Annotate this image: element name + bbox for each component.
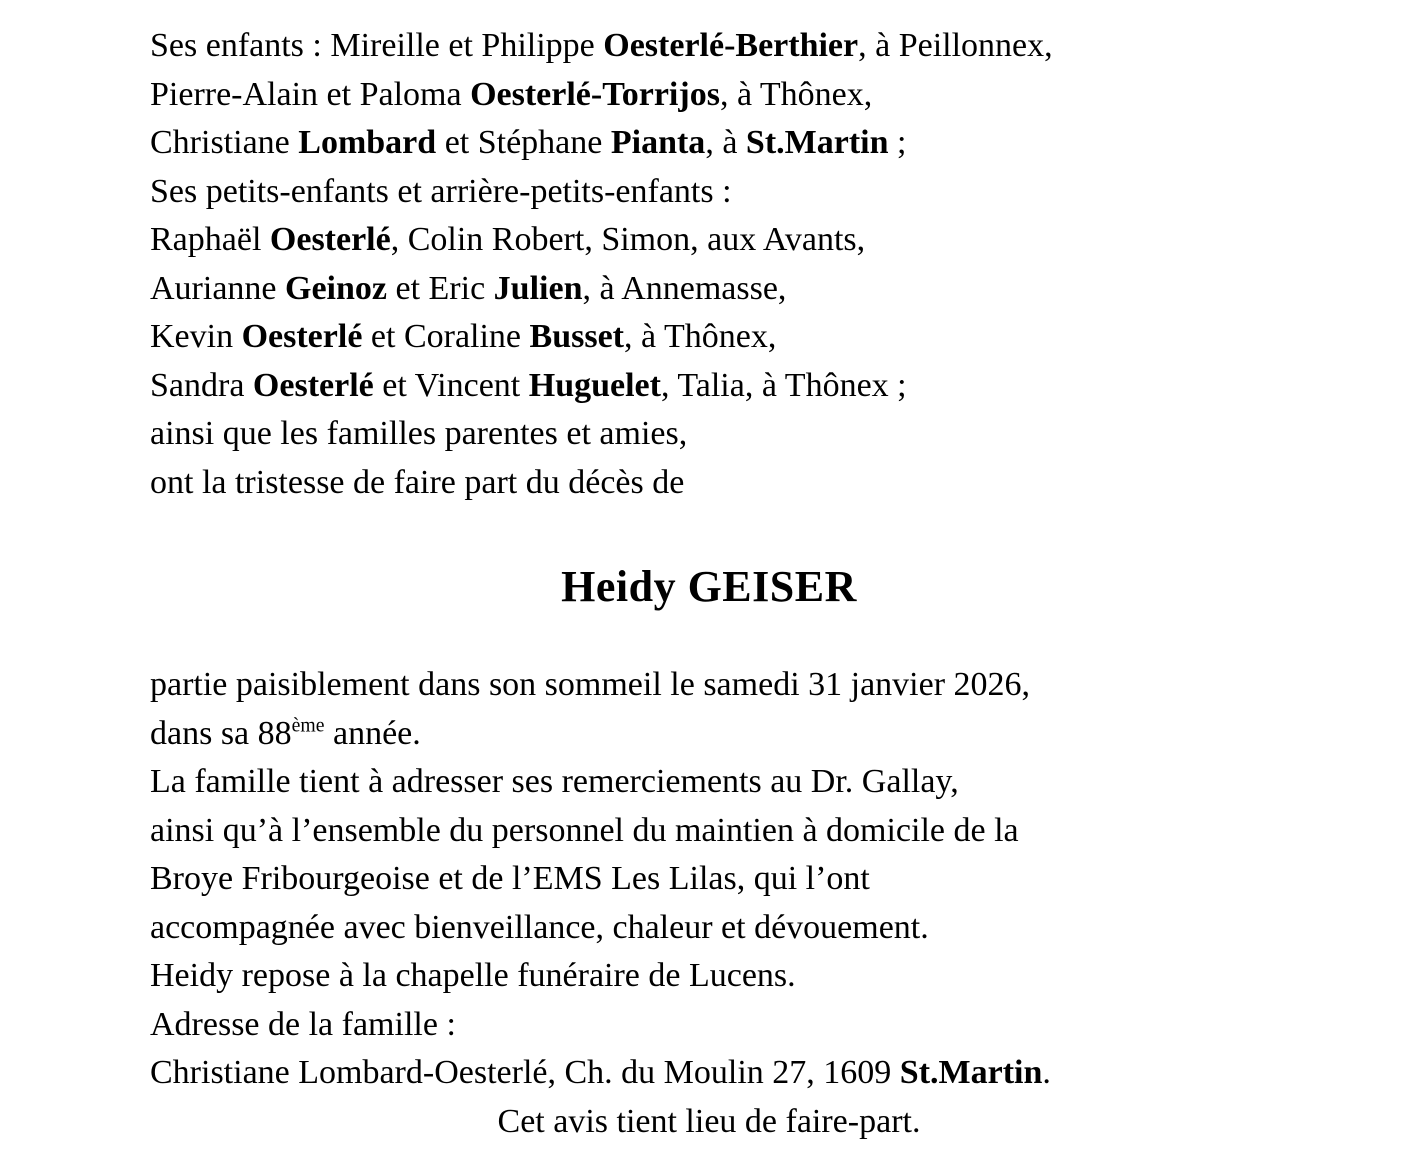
text-segment: La famille tient à adresser ses remerciements au Dr. Gallay, bbox=[150, 763, 959, 800]
text-line bbox=[150, 216, 1268, 265]
text-segment: , Talia, à Thônex ; bbox=[660, 366, 907, 404]
text-line bbox=[150, 661, 1268, 710]
text-line bbox=[150, 952, 1268, 1001]
text-segment: Heidy repose à la chapelle funéraire de Lucens. bbox=[150, 957, 796, 994]
text-line bbox=[150, 1049, 1268, 1098]
text-line bbox=[150, 410, 1268, 459]
text-segment: Christiane Lombard-Oesterlé, Ch. du Moulin 27, 1609 bbox=[150, 1054, 900, 1091]
text-segment: accompagnée avec bienveillance, chaleur et dévouement. bbox=[150, 908, 929, 946]
text-segment: Sandra bbox=[150, 366, 253, 404]
text-segment: Christiane bbox=[150, 124, 299, 161]
text-segment: et Vincent bbox=[373, 366, 529, 404]
text-segment: Kevin bbox=[150, 318, 242, 355]
text-segment: et Eric bbox=[387, 269, 494, 307]
text-line bbox=[150, 758, 1268, 807]
text-segment: , Colin Robert, Simon, aux Avants, bbox=[390, 221, 866, 258]
text-segment: Broye Fribourgeoise et de l’EMS Les Lilas, qui l’ont bbox=[150, 860, 870, 897]
surname-bold: Oesterlé-Torrijos bbox=[470, 75, 720, 113]
text-segment: . bbox=[1042, 1054, 1051, 1091]
text-segment: Ses enfants : Mireille et Philippe bbox=[150, 27, 604, 64]
text-segment: Cet avis tient lieu de faire-part. bbox=[497, 1102, 921, 1140]
surname-bold: Julien bbox=[493, 269, 583, 307]
surname-bold: Oesterlé bbox=[241, 318, 363, 355]
surname-bold: Huguelet bbox=[528, 366, 661, 404]
text-line bbox=[150, 710, 1268, 759]
body-paragraph bbox=[150, 661, 1268, 1146]
ordinal-superscript: ème bbox=[291, 714, 325, 737]
surname-bold: Pianta bbox=[610, 124, 706, 161]
text-segment: année. bbox=[324, 714, 421, 752]
text-segment: ont la tristesse de faire part du décès de bbox=[150, 463, 685, 501]
text-segment: , à Thônex, bbox=[719, 75, 873, 113]
text-line bbox=[150, 1001, 1268, 1050]
text-line bbox=[150, 22, 1268, 71]
text-line bbox=[150, 904, 1268, 953]
text-line bbox=[150, 119, 1268, 168]
text-segment: , à Annemasse, bbox=[582, 269, 787, 307]
text-segment: , à Thônex, bbox=[624, 318, 777, 355]
text-segment: Ses petits-enfants et arrière-petits-enfants : bbox=[150, 172, 732, 210]
text-line bbox=[150, 807, 1268, 856]
surname-bold: St.Martin bbox=[745, 124, 889, 161]
text-segment: ainsi qu’à l’ensemble du personnel du maintien à domicile de la bbox=[150, 811, 1019, 849]
surname-bold: Oesterlé-Berthier bbox=[603, 27, 859, 64]
text-line bbox=[150, 71, 1268, 120]
text-line bbox=[150, 855, 1268, 904]
text-segment: , à Peillonnex, bbox=[858, 27, 1053, 64]
text-segment: partie paisiblement dans son sommeil le samedi 31 janvier 2026, bbox=[150, 666, 1031, 703]
text-segment: Pierre-Alain et Paloma bbox=[150, 75, 471, 113]
text-segment: Raphaël bbox=[150, 221, 270, 258]
text-segment: ainsi que les familles parentes et amies, bbox=[150, 415, 688, 452]
text-segment: Aurianne bbox=[150, 269, 286, 307]
text-line bbox=[150, 168, 1268, 217]
text-segment: , à bbox=[705, 124, 746, 161]
surname-bold: Oesterlé bbox=[269, 221, 391, 258]
text-segment: et Coraline bbox=[362, 318, 530, 355]
text-line bbox=[150, 459, 1268, 508]
text-line bbox=[150, 265, 1268, 314]
surname-bold: Geinoz bbox=[285, 269, 387, 307]
surname-bold: St.Martin bbox=[899, 1054, 1043, 1091]
text-segment: ; bbox=[888, 124, 907, 161]
family-paragraph bbox=[150, 22, 1268, 507]
text-segment: dans sa 88 bbox=[150, 714, 292, 752]
text-segment: et Stéphane bbox=[436, 124, 611, 161]
surname-bold: Busset bbox=[529, 318, 624, 355]
text-line bbox=[150, 362, 1268, 411]
text-line bbox=[150, 313, 1268, 362]
deceased-name: Heidy GEISER bbox=[561, 562, 857, 611]
surname-bold: Oesterlé bbox=[252, 366, 374, 404]
text-line bbox=[150, 1098, 1268, 1147]
surname-bold: Lombard bbox=[298, 124, 437, 161]
text-segment: Adresse de la famille : bbox=[150, 1005, 456, 1043]
